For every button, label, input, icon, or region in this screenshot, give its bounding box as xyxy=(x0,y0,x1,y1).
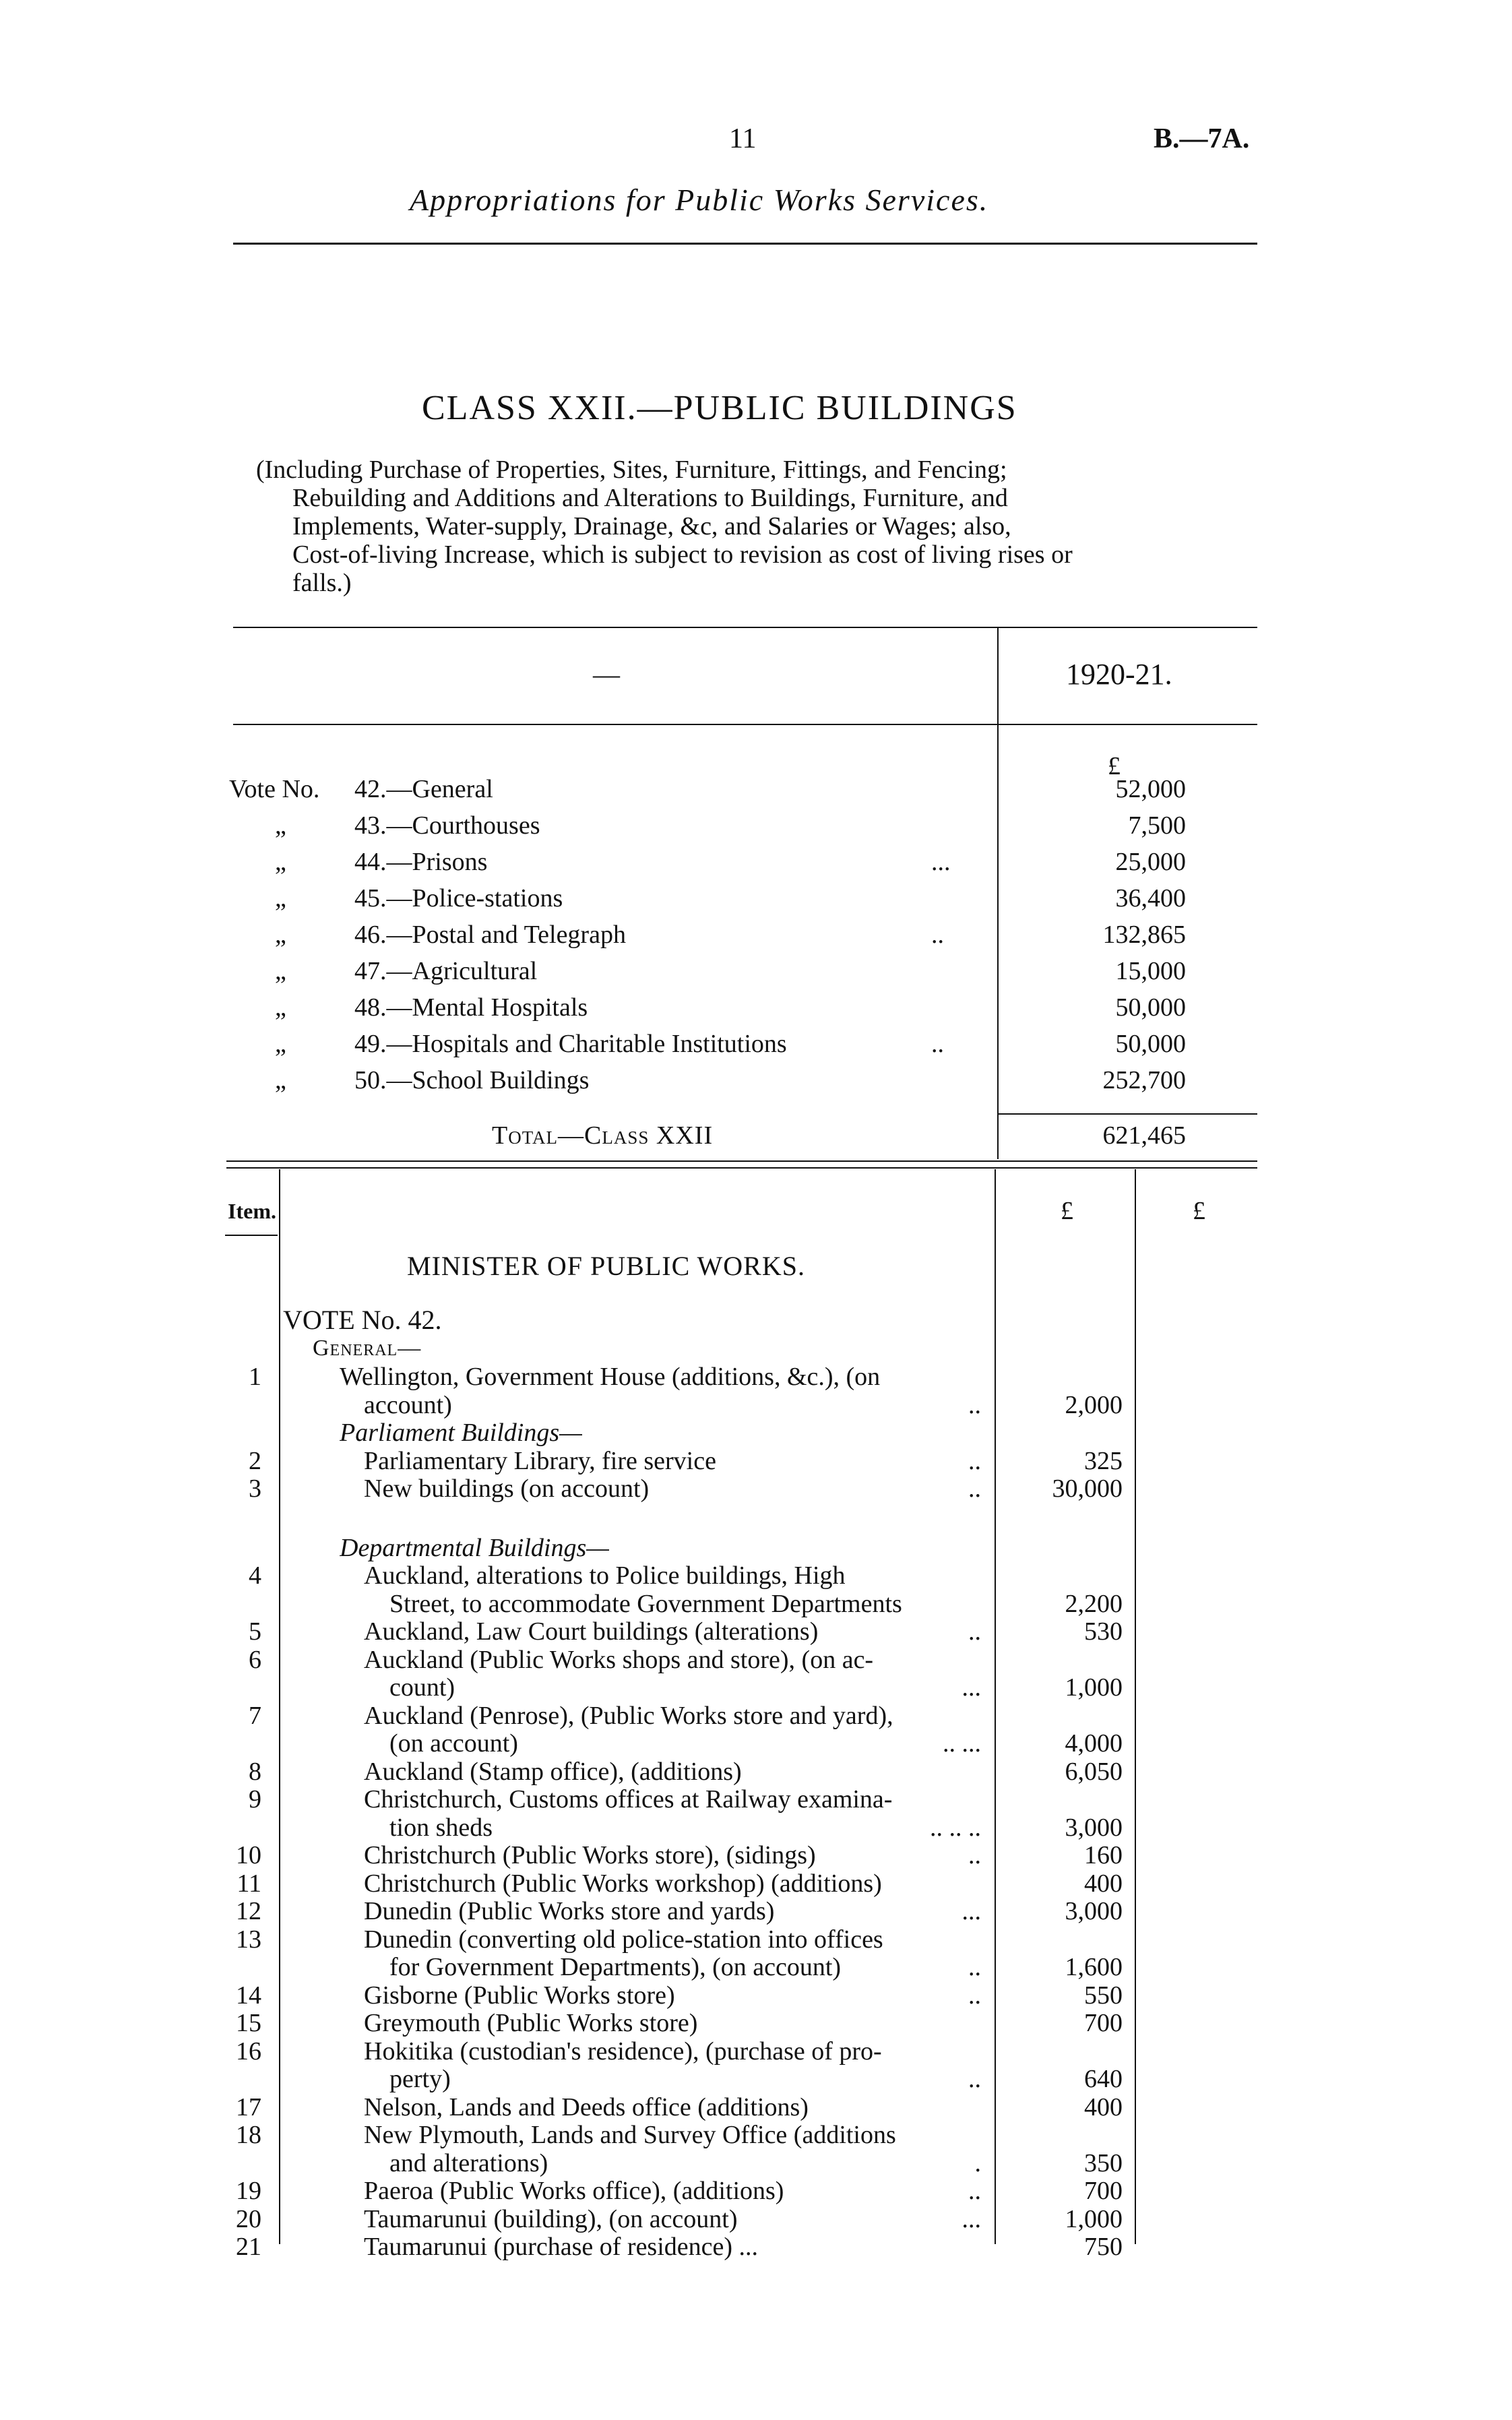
item-number: 17 xyxy=(236,2093,261,2121)
item-description: count) xyxy=(389,1673,455,1702)
item-amount: 530 xyxy=(1084,1617,1123,1646)
item-dots: .. xyxy=(968,1981,981,2010)
page-title: Appropriations for Public Works Services. xyxy=(410,183,989,217)
summary-subtotal-rule xyxy=(997,1113,1257,1115)
item-description: and alterations) xyxy=(389,2149,548,2177)
item-amount: 400 xyxy=(1084,1869,1123,1898)
item-description: Auckland, alterations to Police buildings, High xyxy=(364,1561,846,1590)
summary-row-amount: 15,000 xyxy=(1115,957,1186,985)
summary-row-amount: 7,500 xyxy=(1128,811,1186,840)
item-description: Paeroa (Public Works office), (additions) xyxy=(364,2177,784,2205)
item-dots: ... xyxy=(962,2205,981,2233)
summary-row-label: 42.—General xyxy=(354,775,493,803)
item-amount: 700 xyxy=(1084,2009,1123,2037)
item-description: (on account) xyxy=(389,1729,518,1758)
summary-row-label: 45.—Police-stations xyxy=(354,884,563,912)
item-description: Auckland (Public Works shops and store), (on ac- xyxy=(364,1646,874,1674)
minister-heading: MINISTER OF PUBLIC WORKS. xyxy=(407,1251,805,1281)
item-dots: ... xyxy=(962,1897,981,1925)
item-number: 15 xyxy=(236,2009,261,2037)
item-amount: 6,050 xyxy=(1065,1758,1123,1786)
item-dots: . xyxy=(974,2149,981,2177)
item-number: 4 xyxy=(249,1561,261,1590)
item-header: Item. xyxy=(228,1199,276,1223)
item-number: 11 xyxy=(237,1869,261,1898)
item-amount: 160 xyxy=(1084,1841,1123,1869)
item-description: Auckland (Penrose), (Public Works store and yard), xyxy=(364,1702,893,1730)
item-header-rule xyxy=(225,1235,278,1236)
summary-row-label: 43.—Courthouses xyxy=(354,811,540,840)
item-description: Hokitika (custodian's residence), (purchase of pro- xyxy=(364,2037,882,2066)
summary-year: 1920-21. xyxy=(1066,658,1172,691)
amount1-column-rule xyxy=(995,1169,996,2244)
item-dots: .. .. .. xyxy=(930,1813,981,1842)
item-amount: 3,000 xyxy=(1065,1813,1123,1842)
summary-row-amount: 252,700 xyxy=(1102,1066,1186,1094)
item-description: Street, to accommodate Government Departments xyxy=(389,1590,902,1618)
item-number: 19 xyxy=(236,2177,261,2205)
item-amount: 325 xyxy=(1084,1447,1123,1475)
item-amount: 2,200 xyxy=(1065,1590,1123,1618)
detail-currency-2: £ xyxy=(1193,1197,1205,1225)
item-number: 2 xyxy=(249,1447,261,1475)
amount2-column-rule xyxy=(1135,1169,1136,2244)
item-number: 13 xyxy=(236,1925,261,1954)
summary-row-dots: .. xyxy=(931,1030,944,1058)
document-code: B.—7A. xyxy=(1154,123,1250,154)
item-description: Nelson, Lands and Deeds office (additions) xyxy=(364,2093,809,2121)
summary-row-amount: 25,000 xyxy=(1115,848,1186,876)
item-amount: 30,000 xyxy=(1052,1475,1123,1503)
item-number: 9 xyxy=(249,1785,261,1813)
summary-row-prefix: „ xyxy=(275,921,286,949)
item-number: 1 xyxy=(249,1363,261,1391)
item-number: 20 xyxy=(236,2205,261,2233)
item-description: Christchurch (Public Works store), (sidings) xyxy=(364,1841,816,1869)
summary-row-label: 50.—School Buildings xyxy=(354,1066,590,1094)
item-amount: 1,600 xyxy=(1065,1953,1123,1981)
item-number: 14 xyxy=(236,1981,261,2010)
detail-currency-1: £ xyxy=(1061,1197,1073,1225)
summary-row-amount: 132,865 xyxy=(1102,921,1186,949)
summary-row-amount: 50,000 xyxy=(1115,993,1186,1022)
item-description: New buildings (on account) xyxy=(364,1475,650,1503)
item-description: Parliamentary Library, fire service xyxy=(364,1447,716,1475)
summary-row-prefix: „ xyxy=(275,1030,286,1058)
summary-row-prefix: „ xyxy=(275,811,286,840)
item-number: 10 xyxy=(236,1841,261,1869)
summary-row-prefix: „ xyxy=(275,993,286,1022)
summary-row-label: 46.—Postal and Telegraph xyxy=(354,921,626,949)
summary-row-prefix: „ xyxy=(275,884,286,912)
item-dots: .. xyxy=(968,1953,981,1981)
item-description: for Government Departments), (on account) xyxy=(389,1953,842,1981)
header-rule xyxy=(233,243,1257,245)
summary-row-label: 48.—Mental Hospitals xyxy=(354,993,588,1022)
item-amount: 700 xyxy=(1084,2177,1123,2205)
intro-line: Implements, Water-supply, Drainage, &c, and Salaries or Wages; also, xyxy=(292,512,1011,540)
item-description: account) xyxy=(364,1391,452,1419)
item-number: 12 xyxy=(236,1897,261,1925)
total-label: Total—Class XXII xyxy=(492,1121,714,1150)
summary-row-label: 44.—Prisons xyxy=(354,848,488,876)
item-amount: 640 xyxy=(1084,2065,1123,2093)
intro-paragraph xyxy=(256,456,1226,597)
item-number: 6 xyxy=(249,1646,261,1674)
item-amount: 400 xyxy=(1084,2093,1123,2121)
item-amount: 1,000 xyxy=(1065,1673,1123,1702)
summary-row-dots: ... xyxy=(931,848,951,876)
summary-dash: — xyxy=(593,659,620,689)
item-dots: .. xyxy=(968,1841,981,1869)
item-description: Taumarunui (building), (on account) xyxy=(364,2205,738,2233)
summary-row-prefix: „ xyxy=(275,1066,286,1094)
item-number: 18 xyxy=(236,2121,261,2149)
item-description: Christchurch, Customs offices at Railway examina- xyxy=(364,1785,893,1813)
summary-bottom-rule-2 xyxy=(226,1167,1257,1169)
item-description: Gisborne (Public Works store) xyxy=(364,1981,675,2010)
item-amount: 350 xyxy=(1084,2149,1123,2177)
item-description: Auckland (Stamp office), (additions) xyxy=(364,1758,742,1786)
item-number: 7 xyxy=(249,1702,261,1730)
summary-currency: £ xyxy=(1108,752,1121,780)
intro-line: Rebuilding and Additions and Alterations to Buildings, Furniture, and xyxy=(292,484,1008,512)
item-description: Parliament Buildings— xyxy=(340,1419,582,1447)
summary-row-label: 47.—Agricultural xyxy=(354,957,538,985)
class-heading: CLASS XXII.—PUBLIC BUILDINGS xyxy=(422,389,1017,427)
summary-header-rule xyxy=(233,724,1257,725)
summary-row-amount: 50,000 xyxy=(1115,1030,1186,1058)
total-amount: 621,465 xyxy=(1102,1121,1186,1150)
item-amount: 3,000 xyxy=(1065,1897,1123,1925)
item-description: Wellington, Government House (additions, &c.), (on xyxy=(340,1363,881,1391)
item-description: Christchurch (Public Works workshop) (additions) xyxy=(364,1869,882,1898)
item-dots: .. xyxy=(968,1447,981,1475)
summary-row-amount: 52,000 xyxy=(1115,775,1186,803)
summary-row-amount: 36,400 xyxy=(1115,884,1186,912)
page-number: 11 xyxy=(729,123,757,154)
summary-column-rule xyxy=(997,627,999,1159)
item-number: 21 xyxy=(236,2233,261,2261)
item-column-rule xyxy=(279,1169,280,2244)
summary-row-dots: .. xyxy=(931,921,944,949)
summary-bottom-rule-1 xyxy=(226,1160,1257,1162)
item-description: Departmental Buildings— xyxy=(340,1534,610,1562)
item-dots: .. xyxy=(968,1391,981,1419)
item-number: 16 xyxy=(236,2037,261,2066)
item-dots: ... xyxy=(962,1673,981,1702)
item-dots: .. ... xyxy=(943,1729,981,1758)
item-description: perty) xyxy=(389,2065,451,2093)
item-amount: 750 xyxy=(1084,2233,1123,2261)
item-dots: .. xyxy=(968,2177,981,2205)
item-description: Taumarunui (purchase of residence) ... xyxy=(364,2233,759,2261)
intro-line: Cost-of-living Increase, which is subject to revision as cost of living rises or xyxy=(292,540,1073,569)
item-number: 8 xyxy=(249,1758,261,1786)
item-amount: 1,000 xyxy=(1065,2205,1123,2233)
item-description: tion sheds xyxy=(389,1813,493,1842)
item-description: Dunedin (converting old police-station into offices xyxy=(364,1925,883,1954)
intro-line: falls.) xyxy=(292,569,352,597)
item-dots: .. xyxy=(968,1475,981,1503)
item-description: Auckland, Law Court buildings (alterations) xyxy=(364,1617,819,1646)
item-number: 3 xyxy=(249,1475,261,1503)
general-heading: General— xyxy=(313,1336,422,1361)
summary-row-prefix: Vote No. xyxy=(229,775,320,803)
summary-row-prefix: „ xyxy=(275,957,286,985)
summary-top-rule xyxy=(233,627,1257,628)
item-amount: 2,000 xyxy=(1065,1391,1123,1419)
item-description: New Plymouth, Lands and Survey Office (additions xyxy=(364,2121,896,2149)
item-description: Greymouth (Public Works store) xyxy=(364,2009,698,2037)
intro-line: (Including Purchase of Properties, Sites, Furniture, Fittings, and Fencing; xyxy=(256,456,1007,484)
item-dots: .. xyxy=(968,1617,981,1646)
item-description: Dunedin (Public Works store and yards) xyxy=(364,1897,775,1925)
item-number: 5 xyxy=(249,1617,261,1646)
item-dots: .. xyxy=(968,2065,981,2093)
item-amount: 550 xyxy=(1084,1981,1123,2010)
summary-row-label: 49.—Hospitals and Charitable Institutions xyxy=(354,1030,787,1058)
vote-heading: VOTE No. 42. xyxy=(283,1305,442,1335)
item-amount: 4,000 xyxy=(1065,1729,1123,1758)
summary-row-prefix: „ xyxy=(275,848,286,876)
